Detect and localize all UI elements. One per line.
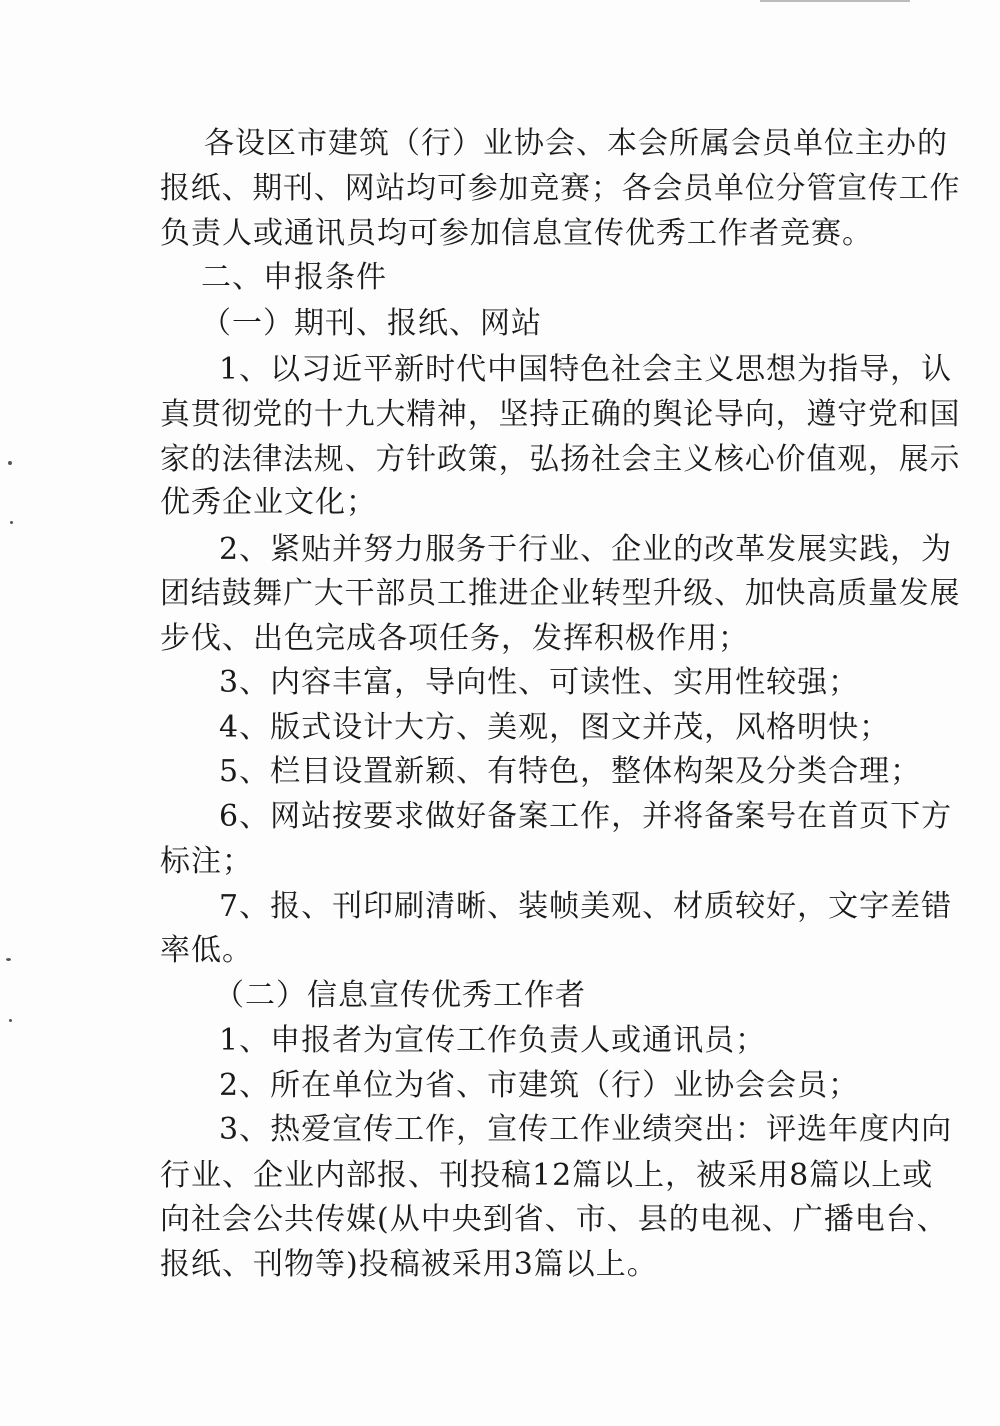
scan-speck (10, 521, 13, 524)
paragraph-line: 行业、企业内部报、刊投稿12篇以上，被采用8篇以上或 (160, 1158, 934, 1193)
paragraph-line: 优秀企业文化； (160, 485, 377, 520)
paragraph-line: 5、栏目设置新颖、有特色，整体构架及分类合理； (219, 754, 922, 789)
paragraph-line: 向社会公共传媒(从中央到省、市、县的电视、广播电台、 (160, 1202, 948, 1237)
paragraph-line: 2、所在单位为省、市建筑（行）业协会会员； (219, 1068, 860, 1103)
subsection-heading: （二）信息宣传优秀工作者 (214, 978, 586, 1013)
paragraph-line: 团结鼓舞广大干部员工推进企业转型升级、加快高质量发展 (160, 576, 961, 611)
paragraph-line: 2、紧贴并努力服务于行业、企业的改革发展实践，为 (219, 532, 953, 567)
paragraph-line: 3、热爱宣传工作，宣传工作业绩突出：评选年度内向 (219, 1112, 953, 1147)
section-heading: 二、申报条件 (201, 260, 387, 295)
scan-speck (9, 1019, 12, 1022)
paragraph-line: 6、网站按要求做好备案工作，并将备案号在首页下方 (219, 799, 953, 834)
paragraph-line: 3、内容丰富，导向性、可读性、实用性较强； (219, 665, 860, 700)
paragraph-line: 真贯彻党的十九大精神，坚持正确的舆论导向，遵守党和国 (160, 397, 961, 432)
paragraph-line: 报纸、期刊、网站均可参加竞赛；各会员单位分管宣传工作 (160, 171, 961, 206)
paragraph-line: 家的法律法规、方针政策，弘扬社会主义核心价值观，展示 (160, 442, 961, 477)
paragraph-line: 标注； (160, 844, 253, 879)
paragraph-line: 负责人或通讯员均可参加信息宣传优秀工作者竞赛。 (160, 216, 873, 251)
paragraph-line: 1、以习近平新时代中国特色社会主义思想为指导，认 (219, 352, 953, 387)
scan-speck (8, 461, 12, 465)
paragraph-line: 4、版式设计大方、美观，图文并茂，风格明快； (219, 710, 891, 745)
scan-speck (6, 958, 11, 961)
scan-edge-mark (760, 0, 910, 2)
paragraph-line: 报纸、刊物等)投稿被采用3篇以上。 (160, 1247, 658, 1282)
paragraph-line: 各设区市建筑（行）业协会、本会所属会员单位主办的 (204, 126, 948, 161)
paragraph-line: 1、申报者为宣传工作负责人或通讯员； (219, 1023, 767, 1058)
paragraph-line: 率低。 (160, 933, 253, 968)
subsection-heading: （一）期刊、报纸、网站 (201, 306, 542, 341)
paragraph-line: 步伐、出色完成各项任务，发挥积极作用； (160, 621, 749, 656)
paragraph-line: 7、报、刊印刷清晰、装帧美观、材质较好，文字差错 (219, 889, 953, 924)
